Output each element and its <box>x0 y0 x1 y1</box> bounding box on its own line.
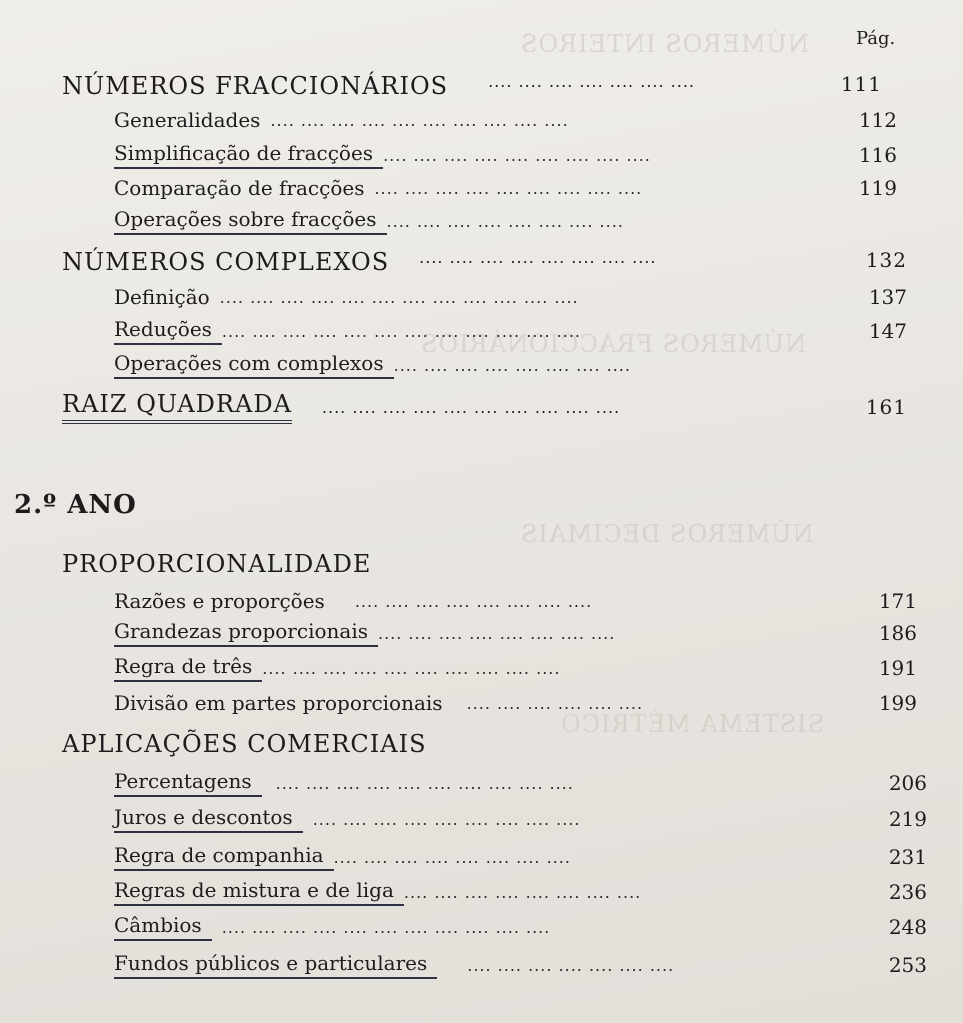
leader-dots: .... .... .... .... .... .... .... <box>467 955 675 975</box>
heading-label: NÚMEROS COMPLEXOS <box>62 248 390 276</box>
entry-label: Juros e descontos <box>114 805 303 833</box>
entry-label: Divisão em partes proporcionais <box>114 691 443 715</box>
leader-dots: .... .... .... .... .... .... .... .... .... <box>312 809 581 829</box>
toc-entry <box>114 688 917 718</box>
show-through-text: NÚMEROS INTEIROS <box>520 30 809 58</box>
page-number: 161 <box>865 395 907 419</box>
toc-entry <box>114 842 927 872</box>
entry-label: Regra de companhia <box>114 843 334 871</box>
show-through-text: NÚMEROS DECIMAIS <box>520 520 814 548</box>
leader-dots: .... .... .... .... .... .... .... .... <box>333 847 571 867</box>
entry-label: Fundos públicos e particulares <box>114 951 437 979</box>
page-number: 236 <box>888 880 927 904</box>
page-number: 186 <box>878 621 917 645</box>
toc-entry <box>114 316 907 346</box>
page-number: 111 <box>840 72 882 96</box>
page-column-header: Pág. <box>856 28 896 49</box>
heading-label: NÚMEROS FRACCIONÁRIOS <box>62 72 449 100</box>
toc-entry <box>114 140 897 170</box>
entry-label: Percentagens <box>114 769 262 797</box>
page-number: 253 <box>888 953 927 977</box>
toc-entry <box>114 282 907 312</box>
heading-label: PROPORCIONALIDADE <box>62 550 372 578</box>
page-number: 119 <box>858 176 897 200</box>
toc-entry <box>114 105 897 135</box>
leader-dots: .... .... .... .... .... .... .... .... <box>354 591 593 611</box>
entry-label: Regras de mistura e de liga <box>114 878 404 906</box>
toc-entry <box>114 586 917 616</box>
heading-label: APLICAÇÕES COMERCIAIS <box>62 730 427 758</box>
toc-entry <box>114 618 917 648</box>
leader-dots: .... .... .... .... .... .... .... .... .... .... .... <box>221 917 551 937</box>
page-number: 147 <box>868 319 907 343</box>
page-number: 231 <box>888 845 927 869</box>
toc-heading <box>62 550 371 578</box>
page-number: 199 <box>878 691 917 715</box>
toc-entry <box>114 912 927 942</box>
page-number: 112 <box>858 108 897 132</box>
leader-dots: .... .... .... .... .... .... .... .... .... .... <box>270 110 569 130</box>
page-number: 206 <box>888 771 927 795</box>
page-number: 132 <box>865 248 907 272</box>
toc-entry <box>114 350 907 380</box>
heading-label: RAIZ QUADRADA <box>62 390 292 424</box>
page-number: 116 <box>858 143 897 167</box>
leader-dots: .... .... .... .... .... .... .... .... <box>419 248 657 267</box>
entry-label: Generalidades <box>114 108 261 132</box>
leader-dots: .... .... .... .... .... .... .... .... .... .... <box>262 658 561 678</box>
entry-label: Razões e proporções <box>114 589 325 613</box>
show-through-text: NÚMEROS FRACCIONÁRIOS <box>420 330 807 358</box>
leader-dots: .... .... .... .... .... .... .... .... <box>393 355 631 375</box>
leader-dots: .... .... .... .... .... .... .... .... .... <box>383 145 651 165</box>
page-number: 137 <box>868 285 907 309</box>
entry-label: Câmbios <box>114 913 212 941</box>
page-number: 191 <box>878 656 917 680</box>
toc-entry <box>114 950 927 980</box>
entry-label: Grandezas proporcionais <box>114 619 378 647</box>
entry-label: Simplificação de fracções <box>114 141 383 169</box>
leader-dots: .... .... .... .... .... .... .... .... .... .... <box>275 773 574 793</box>
leader-dots: .... .... .... .... .... .... .... .... <box>377 623 616 643</box>
toc-entry <box>114 804 927 834</box>
page-number: 171 <box>878 589 917 613</box>
leader-dots: .... .... .... .... .... .... <box>466 693 644 713</box>
leader-dots: .... .... .... .... .... .... .... .... .... .... .... .... <box>219 287 579 307</box>
toc-heading <box>62 390 907 424</box>
toc-entry <box>114 206 897 236</box>
leader-dots: .... .... .... .... .... .... .... .... .... .... .... .... <box>221 321 581 341</box>
leader-dots: .... .... .... .... .... .... .... .... .... .... <box>321 397 621 417</box>
toc-heading <box>62 72 882 100</box>
toc-heading <box>62 248 907 276</box>
leader-dots: .... .... .... .... .... .... .... .... <box>386 211 624 231</box>
leader-dots: .... .... .... .... .... .... .... <box>488 72 695 91</box>
show-through-text: SISTEMA MÉTRICO <box>560 710 825 738</box>
entry-label: Comparação de fracções <box>114 176 365 200</box>
page-number: 219 <box>888 807 927 831</box>
toc-entry <box>114 768 927 798</box>
year-heading: 2.º ANO <box>14 490 137 520</box>
entry-label: Definição <box>114 285 210 309</box>
page-number: 248 <box>888 915 927 939</box>
entry-label: Reduções <box>114 317 222 345</box>
toc-entry <box>114 877 927 907</box>
toc-entry <box>114 173 897 203</box>
entry-label: Regra de três <box>114 654 262 682</box>
leader-dots: .... .... .... .... .... .... .... .... .... <box>374 178 643 198</box>
toc-heading <box>62 730 427 758</box>
toc-entry <box>114 653 917 683</box>
entry-label: Operações sobre fracções <box>114 207 387 235</box>
leader-dots: .... .... .... .... .... .... .... .... <box>403 882 642 902</box>
entry-label: Operações com complexos <box>114 351 394 379</box>
